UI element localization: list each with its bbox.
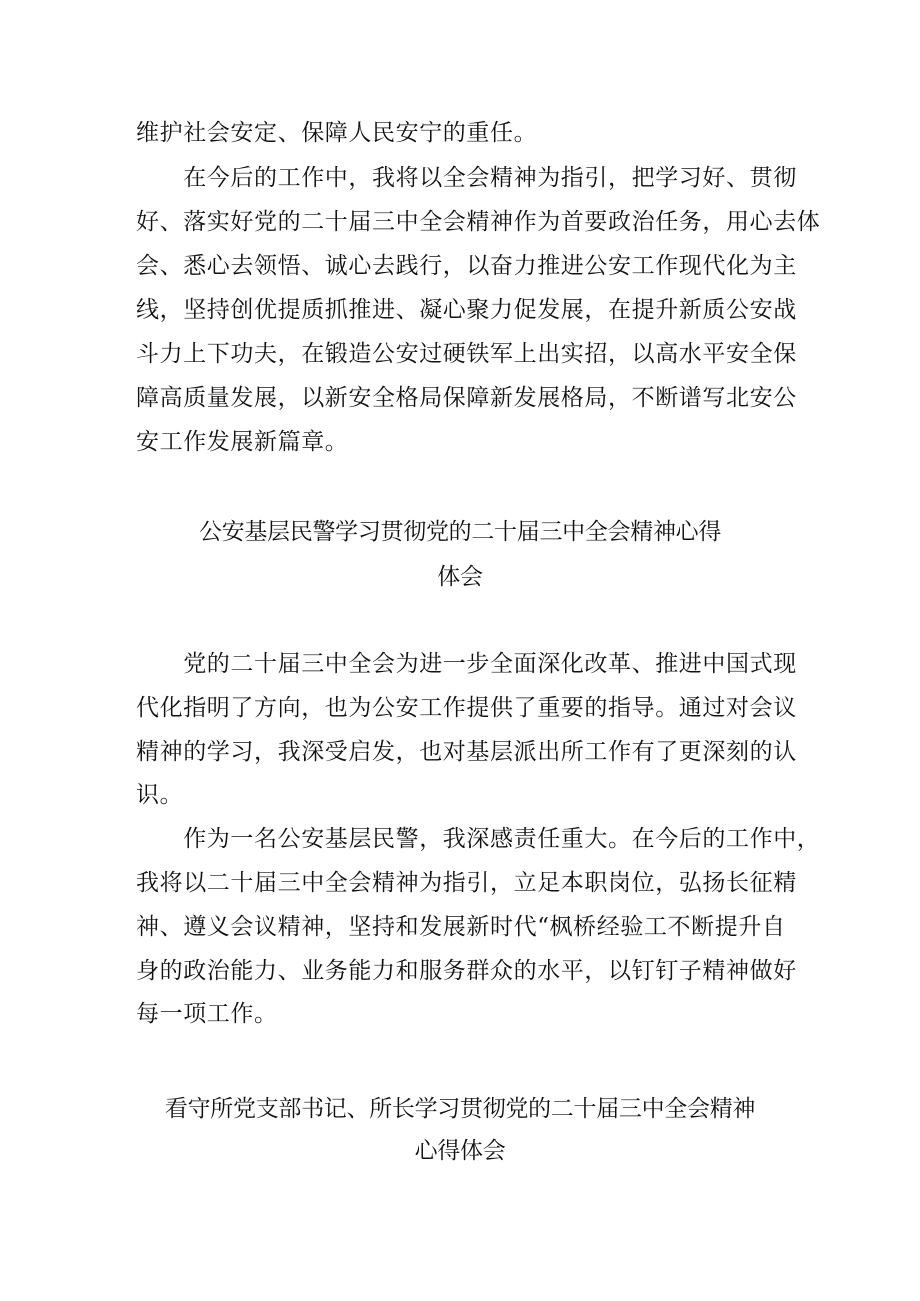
- section-title: 看守所党支部书记、所长学习贯彻党的二十届三中全会精神: [164, 1096, 756, 1122]
- paragraph-line: 身的政治能力、业务能力和服务群众的水平，以钉钉子精神做好: [136, 958, 797, 984]
- paragraph-line: 好、落实好党的二十届三中全会精神作为首要政治任务，用心去体: [136, 209, 821, 235]
- paragraph-line: 神、遵义会议精神，坚持和发展新时代“枫桥经验工不断提升自: [136, 914, 786, 940]
- section-title-continued: 体会: [437, 564, 483, 590]
- section-title-continued: 心得体会: [414, 1138, 506, 1164]
- paragraph-line: 线，坚持创优提质抓推进、凝心聚力促发展，在提升新质公安战: [136, 297, 797, 323]
- paragraph-line: 代化指明了方向，也为公安工作提供了重要的指导。通过对会议: [136, 695, 797, 721]
- paragraph-line: 在今后的工作中，我将以全会精神为指引，把学习好、贯彻: [136, 165, 797, 191]
- paragraph-line: 安工作发展新篇章。: [136, 429, 349, 455]
- paragraph-line: 每一项工作。: [136, 1001, 278, 1027]
- section-title: 公安基层民警学习贯彻党的二十届三中全会精神心得: [198, 519, 722, 545]
- paragraph-line: 斗力上下功夫，在锻造公安过硬铁军上出实招，以高水平安全保: [136, 341, 797, 367]
- paragraph-line: 作为一名公安基层民警，我深感责任重大。在今后的工作中，: [136, 826, 821, 852]
- paragraph-line: 我将以二十届三中全会精神为指引，立足本职岗位，弘扬长征精: [136, 870, 797, 896]
- paragraph-line: 障高质量发展，以新安全格局保障新发展格局，不断谱写北安公: [136, 385, 797, 411]
- paragraph-line: 会、悉心去领悟、诚心去践行，以奋力推进公安工作现代化为主: [136, 253, 797, 279]
- paragraph-line: 维护社会安定、保障人民安宁的重任。: [136, 120, 538, 146]
- paragraph-line: 党的二十届三中全会为进一步全面深化改革、推进中国式现: [136, 651, 797, 677]
- paragraph-line: 识。: [136, 782, 184, 808]
- paragraph-line: 精神的学习，我深受启发，也对基层派出所工作有了更深刻的认: [136, 739, 797, 765]
